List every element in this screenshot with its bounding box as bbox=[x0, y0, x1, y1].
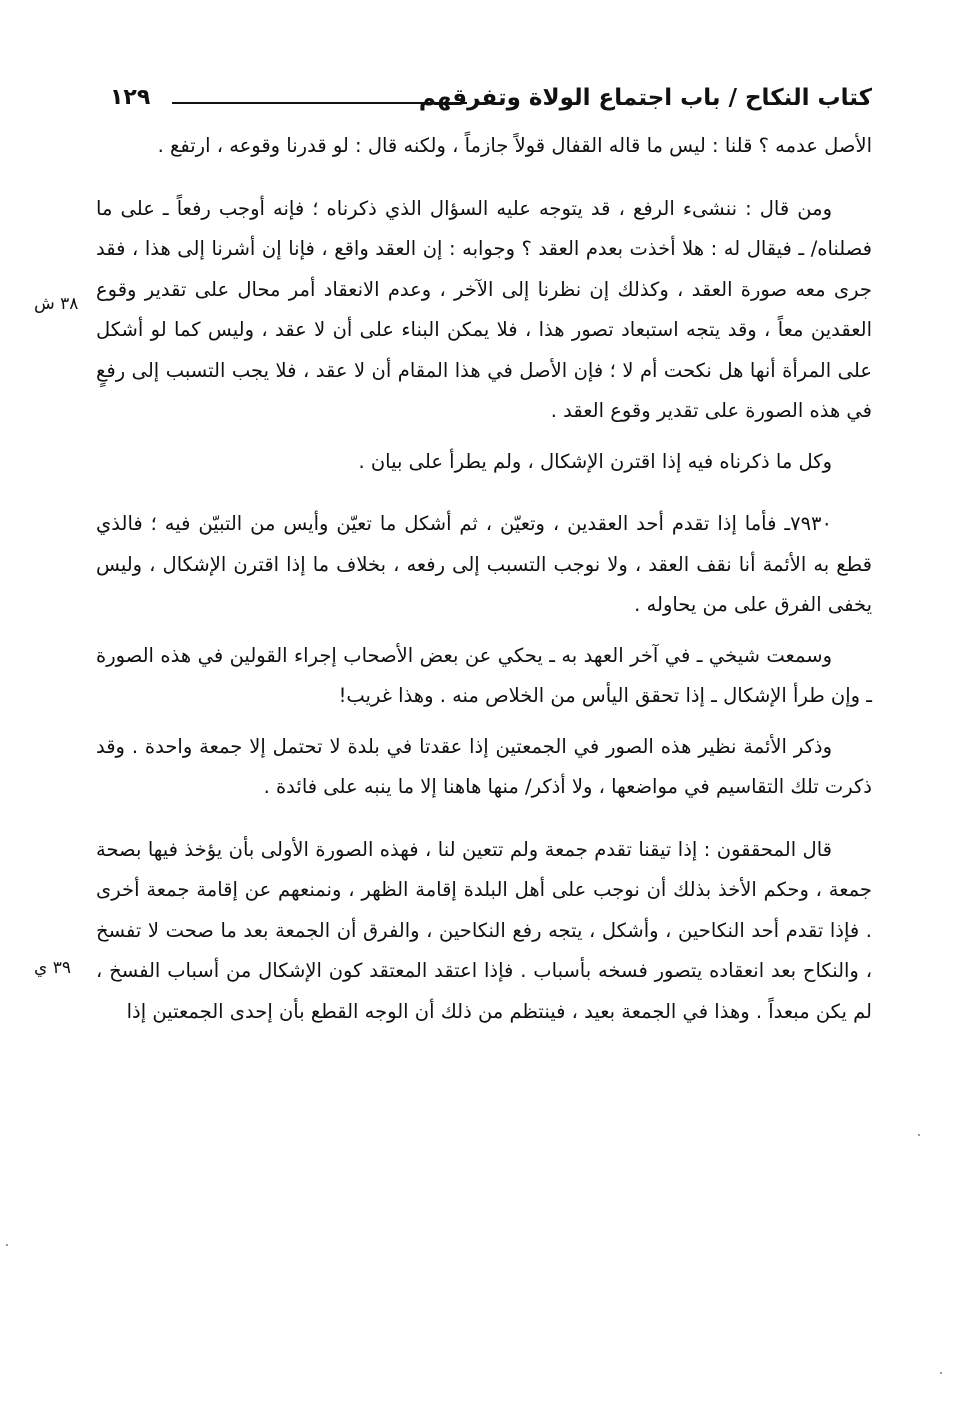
margin-note: ٣٩ ي bbox=[34, 958, 71, 978]
header-title: كتاب النكاح / باب اجتماع الولاة وتفرقهم bbox=[418, 85, 872, 111]
section-paragraph-7930: ٧٩٣٠ـ فأما إذا تقدم أحد العقدين ، وتعيّن ، ثم أشكل ما تعيّن وأيس من التبيّن فيه ؛ فالذي قطع به الأئمة أنا نقف العقد ، ولا نوجب التسبب إلى رفعه ، بخلاف ما إذا اقترن الإشكال ، وليس يخفى الفرق على من يحاوله . bbox=[96, 512, 872, 616]
running-header bbox=[110, 82, 872, 122]
body-text bbox=[96, 126, 872, 1032]
paragraph: الأصل عدمه ؟ قلنا : ليس ما قاله القفال قولاً جازماً ، ولكنه قال : لو قدرنا وقوعه ، ارتفع . bbox=[157, 134, 872, 157]
margin-note: ٣٨ ش bbox=[34, 294, 79, 314]
scan-speck bbox=[6, 1244, 8, 1246]
paragraph: قال المحققون : إذا تيقنا تقدم جمعة ولم تتعين لنا ، فهذه الصورة الأولى بأن يؤخذ فيها بصحة جمعة ، وحكم الأخذ بذلك أن نوجب على أهل البلدة إقامة الظهر ، ونمنعهم عن إقامة جمعة أخرى . فإذا تقدم أحد النكاحين ، وأشكل ، يتجه رفع النكاحين ، والفرق أن الجمعة بعد ما صحت لا تفسخ ، والنكاح بعد انعقاده يتصور فسخه بأسباب . فإذا اعتقد المعتقد كون الإشكال من أسباب الفسخ ، لم يكن مبعداً . وهذا في الجمعة بعيد ، فينتظم من ذلك أن الوجه القطع بأن إحدى الجمعتين إذا bbox=[96, 837, 872, 1023]
paragraph: وذكر الأئمة نظير هذه الصور في الجمعتين إذا عقدتا في بلدة لا تحتمل إلا جمعة واحدة . وقد ذكرت تلك التقاسيم في مواضعها ، ولا أذكر/ منها هاهنا إلا ما ينبه على فائدة . bbox=[96, 734, 872, 798]
paragraph: وسمعت شيخي ـ في آخر العهد به ـ يحكي عن بعض الأصحاب إجراء القولين في هذه الصورة ـ وإن طرأ الإشكال ـ إذا تحقق اليأس من الخلاص منه . وهذا غريب! bbox=[96, 643, 872, 707]
scan-speck bbox=[918, 1134, 920, 1136]
scan-speck bbox=[940, 1372, 942, 1374]
paragraph: ومن قال : ننشىء الرفع ، قد يتوجه عليه السؤال الذي ذكرناه ؛ فإنه أوجب رفعاً ـ على ما فصلناه/ ـ فيقال له : هلا أخذت بعدم العقد ؟ وجوابه : إن العقد واقع ، فإنا إن أشرنا إلى هذا ، فقد جرى معه صورة العقد ، وكذلك إن نظرنا إلى الآخر ، وعدم الانعقاد أمر محال على تقدير وقوع العقدين معاً ، وقد يتجه استبعاد تصور هذا ، فلا يمكن البناء على أن لا عقد ، وليس كما لو أشكل على المرأة أنها هل نكحت أم لا ؛ فإن الأصل في هذا المقام أن لا عقد ، فلا يجب التسبب إلى رفعٍ في هذه الصورة على تقدير وقوع العقد . bbox=[96, 196, 872, 422]
header-rule bbox=[172, 102, 467, 104]
page-number: ١٢٩ bbox=[110, 85, 151, 110]
paragraph: وكل ما ذكرناه فيه إذا اقترن الإشكال ، ولم يطرأ على بيان . bbox=[358, 449, 832, 473]
